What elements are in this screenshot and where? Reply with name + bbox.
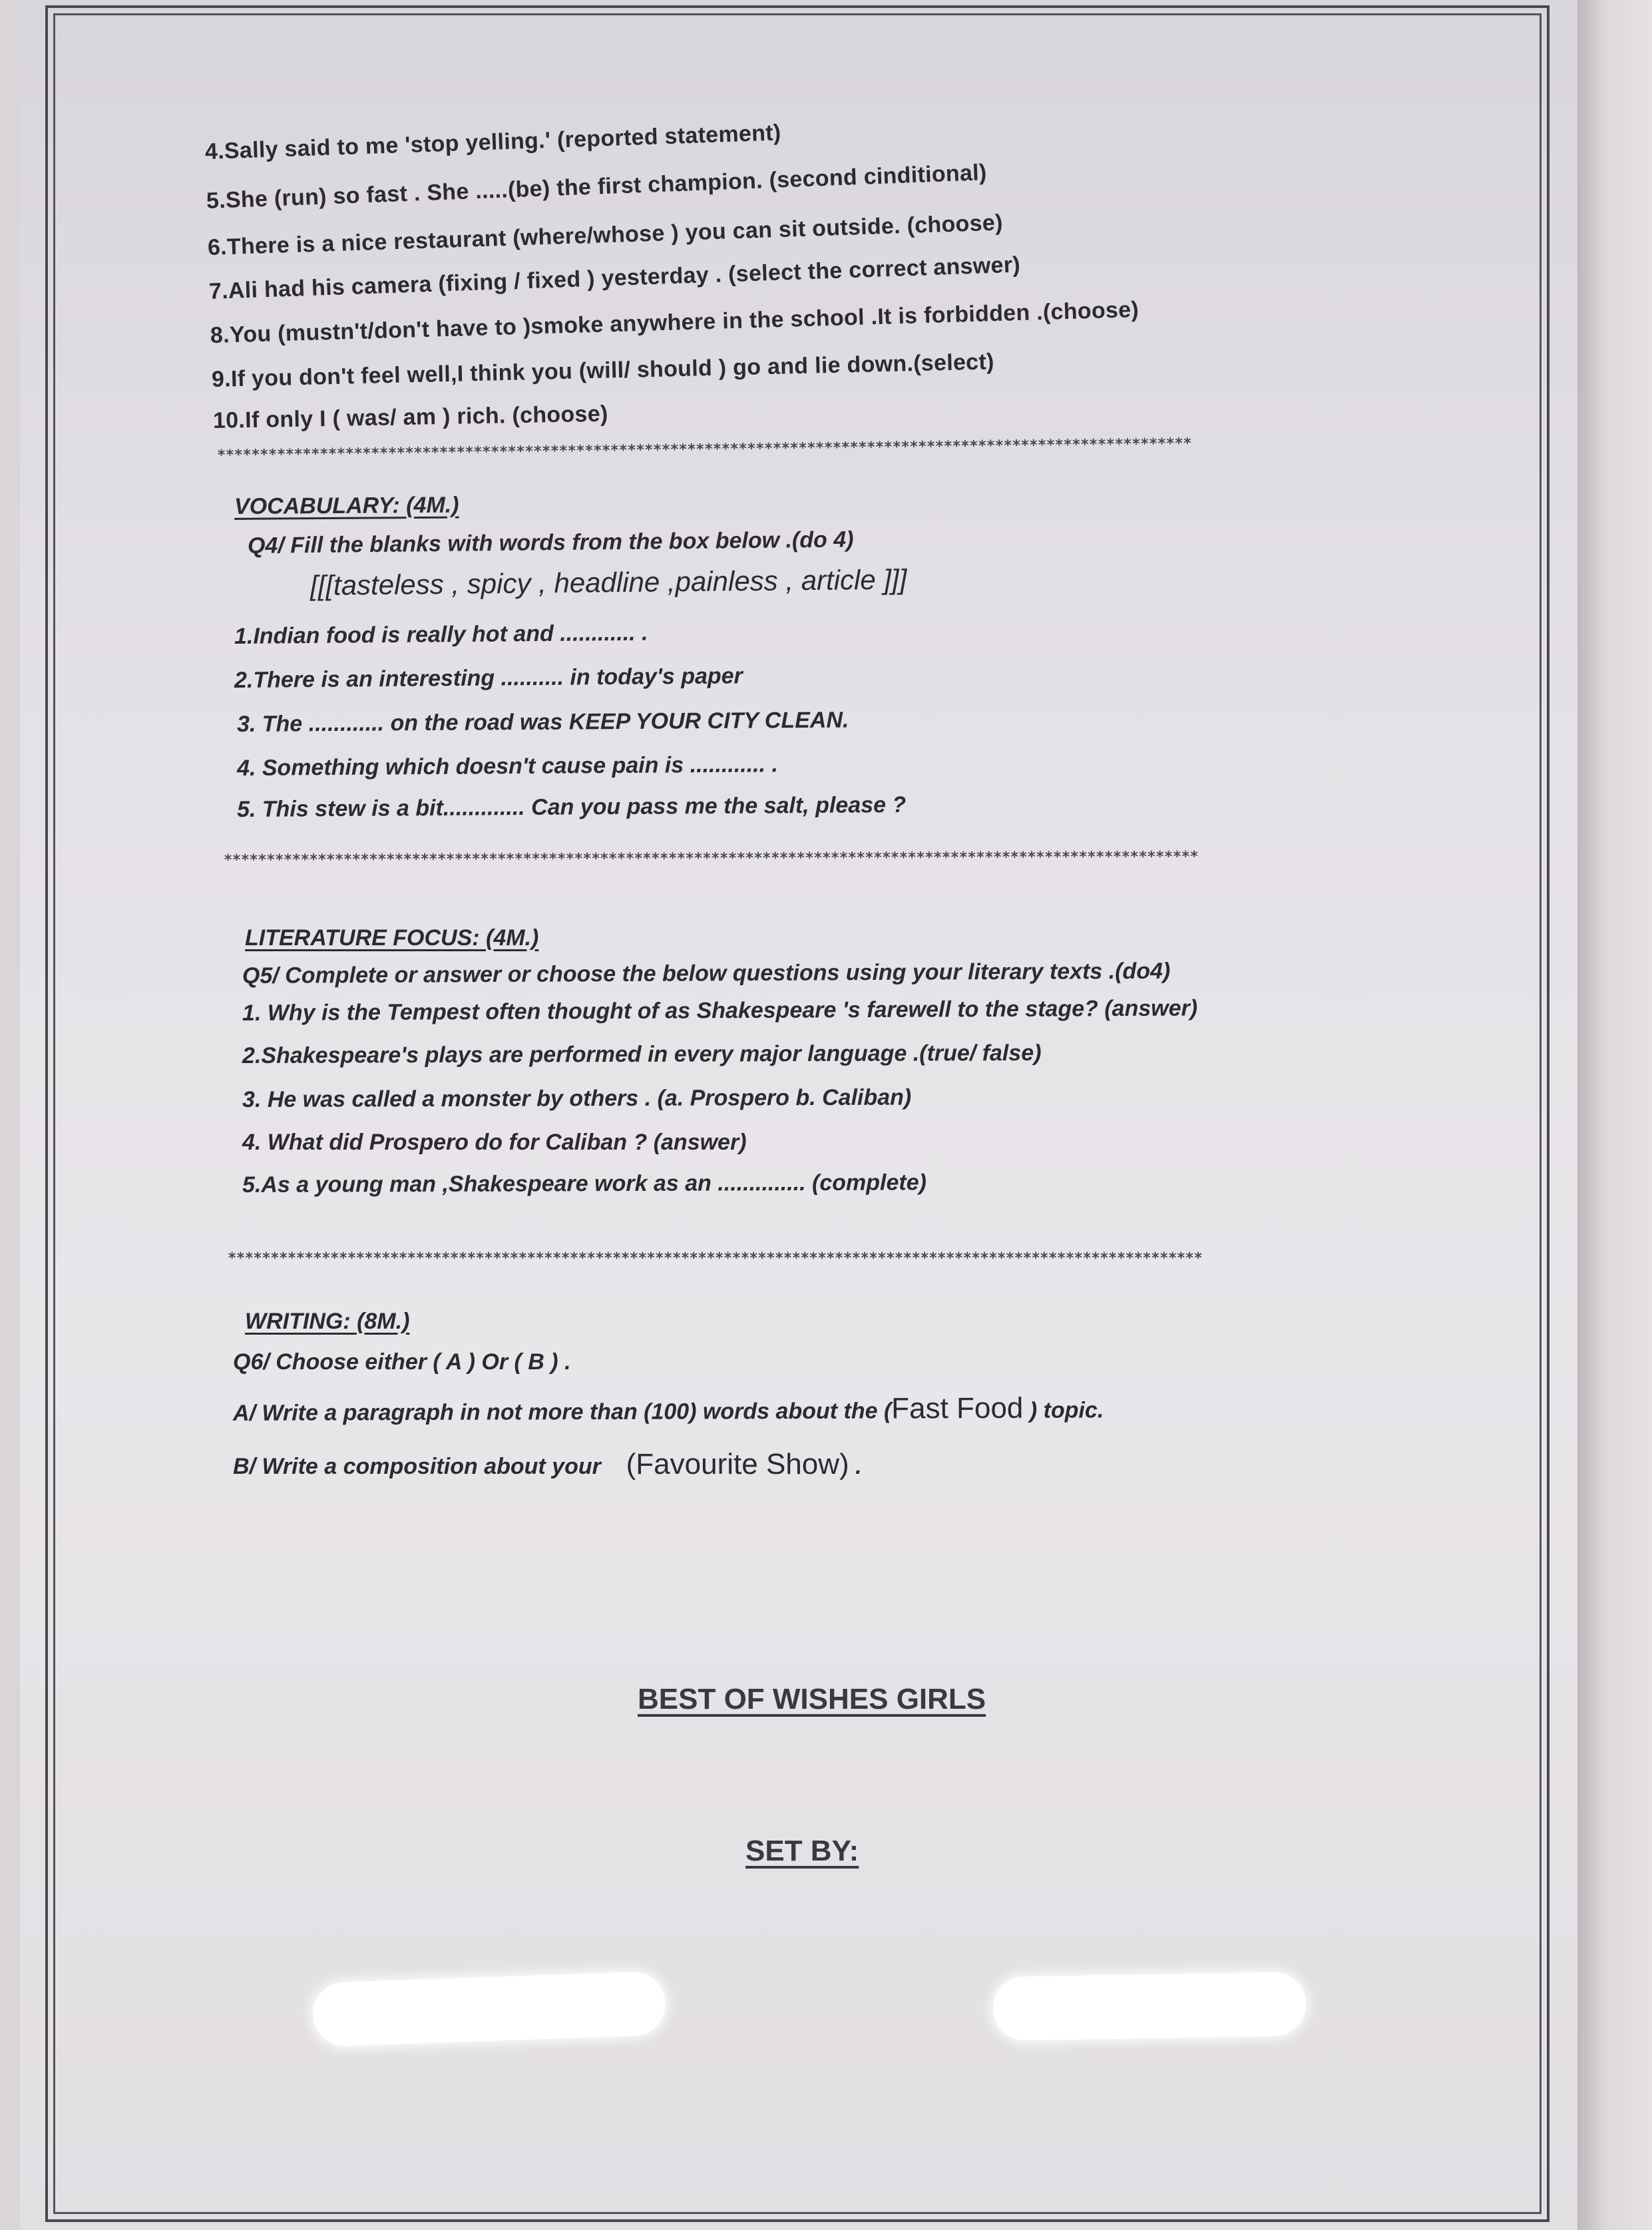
vocabulary-word-box: [[[tasteless , spicy , headline ,painless , article ]]] [310, 563, 907, 601]
grammar-item: 9.If you don't feel well,I think you (will/ should ) go and lie down.(select) [211, 349, 995, 392]
writing-heading: WRITING: (8M.) [245, 1309, 410, 1334]
writing-option-b [233, 1448, 862, 1480]
vocabulary-item: 3. The ............ on the road was KEEP YOUR CITY CLEAN. [236, 707, 849, 737]
exam-content [20, 0, 1577, 2230]
literature-item: 5.As a young man ,Shakespeare work as an .............. (complete) [242, 1170, 927, 1198]
writing-option-a-suffix: ) topic. [1029, 1397, 1104, 1423]
writing-option-a [232, 1391, 1104, 1427]
writing-option-a-topic: Fast Food [891, 1391, 1024, 1425]
redacted-name-right [992, 1972, 1307, 2041]
redacted-name-left [311, 1971, 666, 2047]
writing-option-a-prefix: A/ Write a paragraph in not more than (100) words about the ( [232, 1398, 892, 1426]
literature-item: 1. Why is the Tempest often thought of as Shakespeare 's farewell to the stage? (answer) [242, 995, 1198, 1026]
grammar-item: 6.There is a nice restaurant (where/whose ) you can sit outside. (choose) [207, 210, 1004, 260]
exam-sheet [20, 0, 1577, 2230]
grammar-item: 4.Sally said to me 'stop yelling.' (reported statement) [204, 120, 782, 164]
vocabulary-item: 5. This stew is a bit............. Can you pass me the salt, please ? [236, 791, 907, 822]
vocabulary-item: 4. Something which doesn't cause pain is ............ . [236, 752, 779, 781]
literature-item: 4. What did Prospero do for Caliban ? (answer) [242, 1130, 747, 1155]
literature-item: 2.Shakespeare's plays are performed in every major language .(true/ false) [242, 1040, 1042, 1068]
set-by-label: SET BY: [745, 1835, 859, 1867]
writing-question: Q6/ Choose either ( A ) Or ( B ) . [233, 1349, 571, 1375]
grammar-item: 8.You (mustn't/don't have to )smoke anywhere in the school .It is forbidden .(choose) [210, 297, 1139, 348]
literature-item: 3. He was called a monster by others . (a. Prospero b. Caliban) [242, 1084, 912, 1112]
closing-wishes: BEST OF WISHES GIRLS [638, 1683, 986, 1715]
writing-option-b-suffix: . [849, 1454, 862, 1479]
adjacent-page-edge [1577, 0, 1652, 2230]
section-separator: ****************************************************************************************************************** [228, 1250, 1203, 1267]
writing-option-b-topic: (Favourite Show) [626, 1448, 849, 1480]
vocabulary-item: 2.There is an interesting .......... in today's paper [234, 663, 743, 693]
vocabulary-question: Q4/ Fill the blanks with words from the box below .(do 4) [247, 527, 854, 558]
vocabulary-heading: VOCABULARY: (4M.) [234, 492, 459, 519]
section-separator: ****************************************************************************************************************** [216, 435, 1192, 464]
grammar-item: 7.Ali had his camera (fixing / fixed ) yesterday . (select the correct answer) [208, 252, 1021, 304]
grammar-item: 10.If only I ( was/ am ) rich. (choose) [212, 401, 608, 433]
vocabulary-item: 1.Indian food is really hot and ............ . [234, 620, 648, 649]
section-separator: ****************************************************************************************************************** [223, 848, 1199, 869]
literature-question: Q5/ Complete or answer or choose the below questions using your literary texts .(do4) [242, 958, 1171, 989]
grammar-item: 5.She (run) so fast . She .....(be) the first champion. (second cinditional) [206, 160, 988, 214]
writing-option-b-prefix: B/ Write a composition about your [233, 1454, 601, 1479]
literature-heading: LITERATURE FOCUS: (4M.) [245, 925, 539, 951]
